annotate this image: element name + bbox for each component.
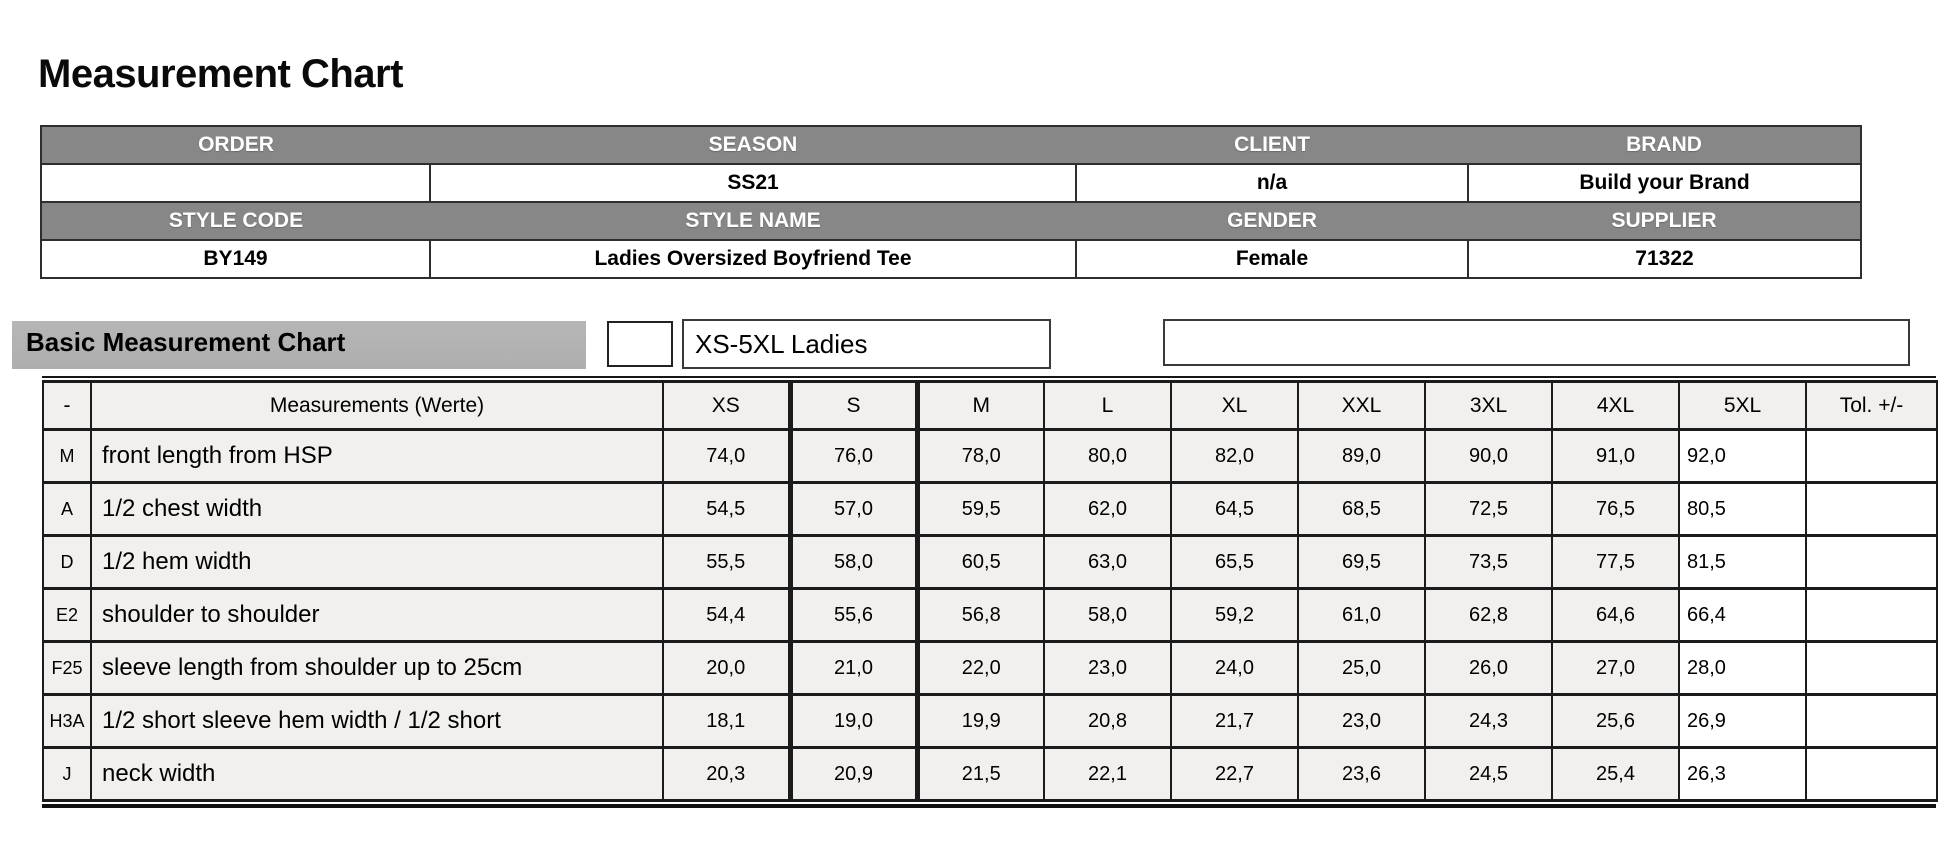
cell-value: 61,0 [1298,589,1425,642]
info-value-cell: n/a [1076,164,1468,202]
measurement-table-body [43,430,1937,801]
cell-value: 81,5 [1679,536,1806,589]
cell-value: 22,7 [1171,748,1298,801]
cell-value: 80,0 [1044,430,1171,483]
cell-name: front length from HSP [91,430,663,483]
cell-value: 21,7 [1171,695,1298,748]
wide-input-box[interactable] [1163,319,1910,366]
column-header-3xl: 3XL [1425,382,1552,430]
measurement-table-header-row [43,382,1937,430]
cell-value: 21,0 [790,642,917,695]
cell-code: A [43,483,91,536]
measurement-row-j [43,748,1937,801]
cell-value: 57,0 [790,483,917,536]
cell-value: 74,0 [663,430,790,483]
small-input-box[interactable] [607,321,673,367]
cell-name: neck width [91,748,663,801]
cell-value: 26,0 [1425,642,1552,695]
cell-value: 76,5 [1552,483,1679,536]
cell-value: 23,6 [1298,748,1425,801]
cell-name: 1/2 chest width [91,483,663,536]
cell-value: 54,4 [663,589,790,642]
cell-value: 25,0 [1298,642,1425,695]
cell-value: 92,0 [1679,430,1806,483]
info-value-row [41,240,1861,278]
cell-value: 77,5 [1552,536,1679,589]
cell-value: 89,0 [1298,430,1425,483]
measurement-row-d [43,536,1937,589]
cell-value: 25,6 [1552,695,1679,748]
cell-value: 23,0 [1044,642,1171,695]
info-header-row [41,126,1861,164]
measurement-row-e2 [43,589,1937,642]
cell-value: 63,0 [1044,536,1171,589]
cell-value: 20,9 [790,748,917,801]
column-header-tol: Tol. +/- [1806,382,1937,430]
cell-tol [1806,695,1937,748]
cell-value: 78,0 [917,430,1044,483]
cell-value: 82,0 [1171,430,1298,483]
measurement-table-wrapper [42,376,1936,808]
page-title: Measurement Chart [38,52,403,96]
column-header-xxl: XXL [1298,382,1425,430]
cell-value: 20,3 [663,748,790,801]
measurement-row-f25 [43,642,1937,695]
cell-tol [1806,536,1937,589]
cell-value: 22,1 [1044,748,1171,801]
cell-value: 23,0 [1298,695,1425,748]
cell-value: 24,0 [1171,642,1298,695]
cell-value: 58,0 [1044,589,1171,642]
cell-tol [1806,483,1937,536]
cell-value: 20,0 [663,642,790,695]
info-header-cell: CLIENT [1076,126,1468,164]
cell-value: 65,5 [1171,536,1298,589]
cell-value: 62,8 [1425,589,1552,642]
cell-value: 72,5 [1425,483,1552,536]
cell-value: 26,9 [1679,695,1806,748]
column-header-s: S [790,382,917,430]
column-header-l: L [1044,382,1171,430]
info-table [40,125,1862,279]
info-header-cell: SEASON [430,126,1076,164]
cell-value: 25,4 [1552,748,1679,801]
cell-value: 55,6 [790,589,917,642]
column-header-5xl: 5XL [1679,382,1806,430]
cell-value: 64,6 [1552,589,1679,642]
cell-value: 59,2 [1171,589,1298,642]
cell-value: 24,5 [1425,748,1552,801]
info-header-cell: SUPPLIER [1468,202,1861,240]
cell-code: J [43,748,91,801]
section-label: Basic Measurement Chart [12,321,586,369]
info-value-cell: 71322 [1468,240,1861,278]
cell-value: 55,5 [663,536,790,589]
cell-value: 54,5 [663,483,790,536]
measurement-row-m [43,430,1937,483]
cell-name: sleeve length from shoulder up to 25cm [91,642,663,695]
info-value-cell: Build your Brand [1468,164,1861,202]
cell-value: 90,0 [1425,430,1552,483]
cell-value: 62,0 [1044,483,1171,536]
info-value-cell: SS21 [430,164,1076,202]
cell-tol [1806,748,1937,801]
column-header-m: M [917,382,1044,430]
cell-value: 59,5 [917,483,1044,536]
cell-value: 91,0 [1552,430,1679,483]
cell-code: E2 [43,589,91,642]
cell-value: 26,3 [1679,748,1806,801]
cell-value: 24,3 [1425,695,1552,748]
info-header-cell: STYLE CODE [41,202,430,240]
cell-value: 18,1 [663,695,790,748]
cell-value: 69,5 [1298,536,1425,589]
cell-value: 58,0 [790,536,917,589]
info-header-cell: BRAND [1468,126,1861,164]
info-header-row [41,202,1861,240]
cell-tol [1806,642,1937,695]
info-value-cell: Female [1076,240,1468,278]
column-header-4xl: 4XL [1552,382,1679,430]
cell-value: 28,0 [1679,642,1806,695]
info-table-body [41,126,1861,278]
cell-value: 76,0 [790,430,917,483]
cell-value: 20,8 [1044,695,1171,748]
column-header-name: Measurements (Werte) [91,382,663,430]
info-value-cell: BY149 [41,240,430,278]
column-header-code: - [43,382,91,430]
measurement-row-h3a [43,695,1937,748]
info-value-row [41,164,1861,202]
cell-value: 19,0 [790,695,917,748]
cell-code: M [43,430,91,483]
cell-code: F25 [43,642,91,695]
cell-value: 56,8 [917,589,1044,642]
cell-tol [1806,430,1937,483]
info-header-cell: ORDER [41,126,430,164]
column-header-xs: XS [663,382,790,430]
cell-value: 27,0 [1552,642,1679,695]
info-value-cell [41,164,430,202]
info-header-cell: STYLE NAME [430,202,1076,240]
cell-value: 19,9 [917,695,1044,748]
cell-name: shoulder to shoulder [91,589,663,642]
cell-value: 22,0 [917,642,1044,695]
cell-code: D [43,536,91,589]
cell-value: 80,5 [1679,483,1806,536]
column-header-xl: XL [1171,382,1298,430]
measurement-row-a [43,483,1937,536]
cell-value: 66,4 [1679,589,1806,642]
size-range-box[interactable]: XS-5XL Ladies [682,319,1051,369]
cell-tol [1806,589,1937,642]
cell-code: H3A [43,695,91,748]
cell-value: 68,5 [1298,483,1425,536]
cell-name: 1/2 short sleeve hem width / 1/2 short [91,695,663,748]
cell-value: 73,5 [1425,536,1552,589]
info-header-cell: GENDER [1076,202,1468,240]
cell-name: 1/2 hem width [91,536,663,589]
cell-value: 60,5 [917,536,1044,589]
info-value-cell: Ladies Oversized Boyfriend Tee [430,240,1076,278]
cell-value: 21,5 [917,748,1044,801]
measurement-table [42,380,1938,802]
cell-value: 64,5 [1171,483,1298,536]
